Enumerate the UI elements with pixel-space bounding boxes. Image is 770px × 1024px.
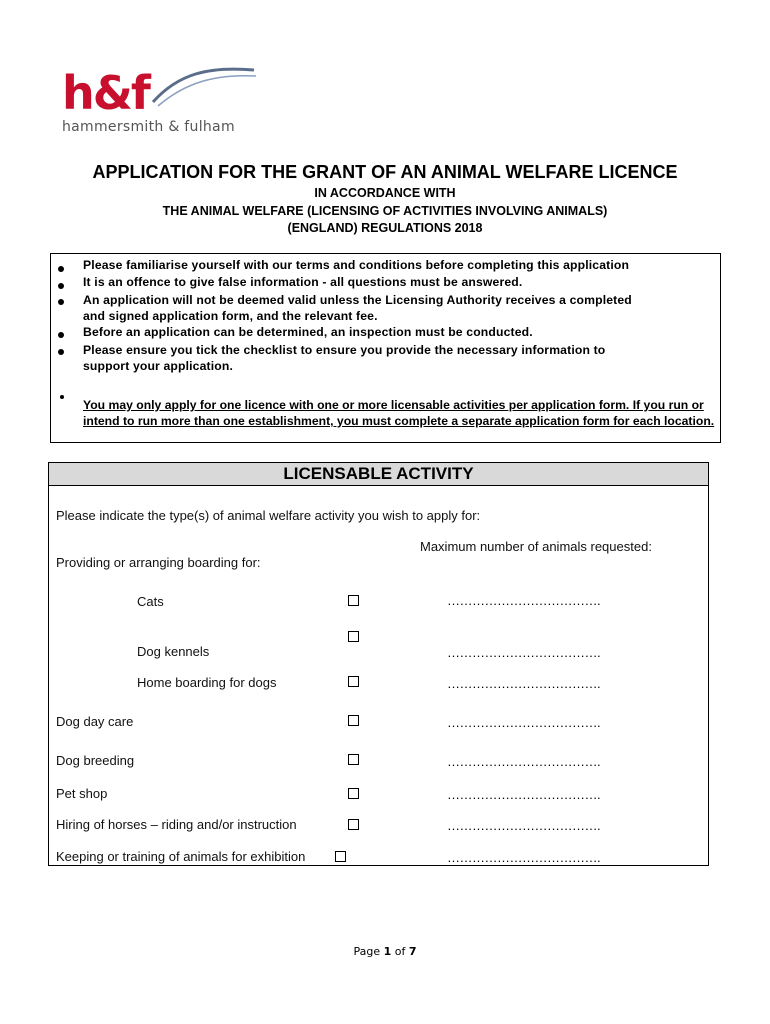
max-animals-field-cats[interactable]: ………………………………. — [447, 593, 601, 608]
checkbox-dog-breeding[interactable] — [348, 754, 359, 765]
page-title: APPLICATION FOR THE GRANT OF AN ANIMAL WELFARE LICENCE — [92, 162, 678, 182]
max-animals-field-dog-breeding[interactable]: ………………………………. — [447, 754, 601, 769]
max-animals-field-pet-shop[interactable]: ………………………………. — [447, 787, 601, 802]
bullet-icon — [60, 395, 64, 399]
max-animals-field-dog-kennels[interactable]: ………………………………. — [447, 645, 601, 660]
page-number: 1 — [383, 945, 392, 958]
page-total: 7 — [408, 945, 417, 958]
checkbox-pet-shop[interactable] — [348, 788, 359, 799]
notice-item: It is an offence to give false information - all questions must be answered. — [83, 275, 523, 289]
boarding-label: Providing or arranging boarding for: — [56, 555, 261, 570]
logo-subtitle: hammersmith & fulham — [62, 119, 235, 135]
bullet-icon — [58, 332, 64, 338]
subtitle-line-2: THE ANIMAL WELFARE (LICENSING OF ACTIVITIES INVOLVING ANIMALS) — [162, 204, 608, 218]
of-word: of — [394, 945, 406, 958]
notice-item: and signed application form, and the relevant fee. — [83, 309, 378, 323]
activity-label-dog-day-care: Dog day care — [56, 714, 134, 729]
checkbox-home-boarding[interactable] — [348, 676, 359, 687]
notice-item: Please familiarise yourself with our terms and conditions before completing this application — [83, 258, 630, 272]
activity-label-hiring-horses: Hiring of horses – riding and/or instruction — [56, 817, 297, 832]
page-footer — [0, 945, 770, 958]
subtitle-line-1: IN ACCORDANCE WITH — [314, 186, 456, 200]
subtitle-line-3: (ENGLAND) REGULATIONS 2018 — [287, 221, 483, 235]
notice-warning: You may only apply for one licence with one or more licensable activities per application form. If you run or intend to run more than one establishment, you must complete a separate application form for each location. — [83, 398, 715, 428]
checkbox-dog-kennels[interactable] — [348, 631, 359, 642]
max-animals-field-dog-day-care[interactable]: ………………………………. — [447, 715, 601, 730]
activity-label-cats: Cats — [137, 594, 164, 609]
checkbox-cats[interactable] — [348, 595, 359, 606]
section-header: LICENSABLE ACTIVITY — [49, 463, 708, 486]
max-animals-field-hiring-horses[interactable]: ………………………………. — [447, 818, 601, 833]
max-animals-label: Maximum number of animals requested: — [420, 539, 652, 554]
notice-item: support your application. — [83, 359, 234, 373]
activity-intro: Please indicate the type(s) of animal welfare activity you wish to apply for: — [56, 508, 481, 523]
checkbox-hiring-horses[interactable] — [348, 819, 359, 830]
activity-label-dog-breeding: Dog breeding — [56, 753, 135, 768]
notice-item: Please ensure you tick the checklist to ensure you provide the necessary information to — [83, 343, 606, 357]
page-word: Page — [353, 945, 381, 958]
checkbox-exhibition[interactable] — [335, 851, 346, 862]
bullet-icon — [58, 283, 64, 289]
activity-label-exhibition: Keeping or training of animals for exhibition — [56, 849, 306, 864]
bullet-icon — [58, 299, 64, 305]
notice-item: Before an application can be determined, an inspection must be conducted. — [83, 325, 533, 339]
checkbox-dog-day-care[interactable] — [348, 715, 359, 726]
bullet-icon — [58, 266, 64, 272]
activity-label-home-boarding: Home boarding for dogs — [137, 675, 277, 690]
max-animals-field-home-boarding[interactable]: ………………………………. — [447, 676, 601, 691]
activity-label-dog-kennels: Dog kennels — [137, 644, 210, 659]
notice-item: An application will not be deemed valid unless the Licensing Authority receives a completed — [83, 293, 632, 307]
activity-label-pet-shop: Pet shop — [56, 786, 108, 801]
max-animals-field-exhibition[interactable]: ………………………………. — [447, 850, 601, 865]
logo-wordmark: h&f — [62, 66, 149, 120]
bullet-icon — [58, 349, 64, 355]
